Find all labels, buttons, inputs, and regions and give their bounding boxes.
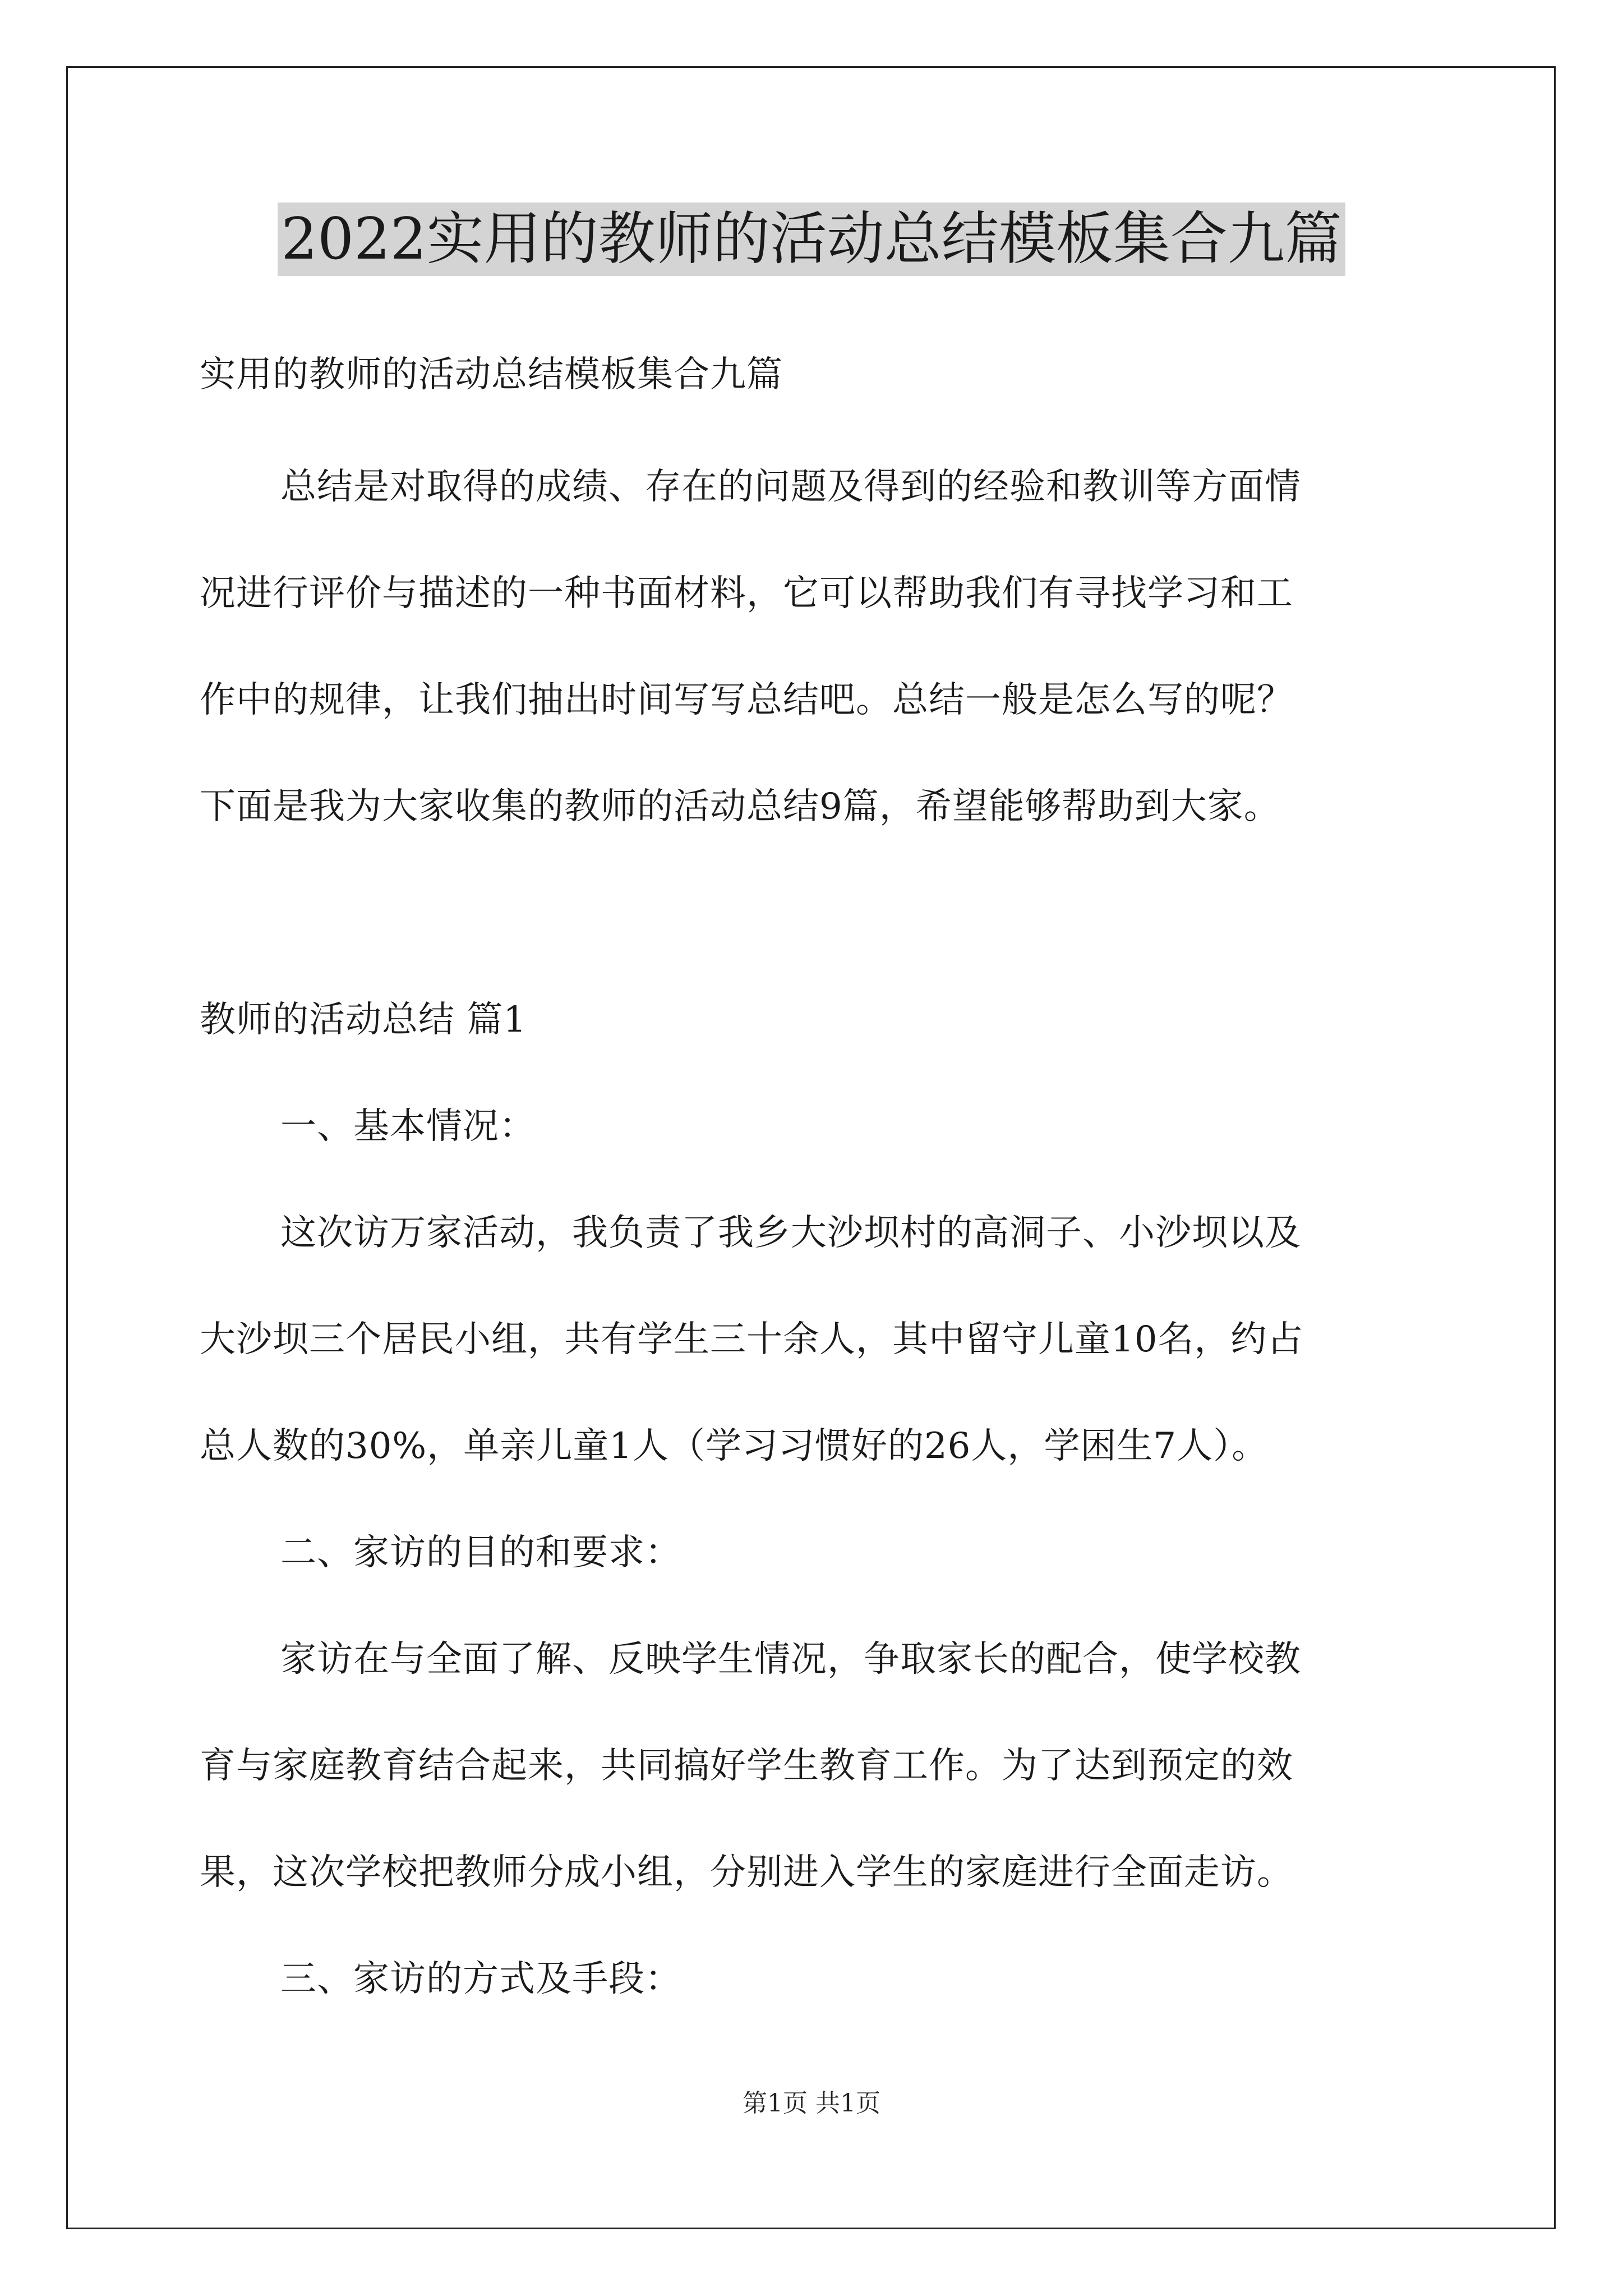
paragraph-line: 这次访万家活动，我负责了我乡大沙坝村的高洞子、小沙坝以及 — [280, 1212, 1301, 1254]
heading-visit-purpose: 二、家访的目的和要求： — [280, 1532, 681, 1573]
page-footer: 第1页 共1页 — [743, 2089, 880, 2118]
document-subtitle: 实用的教师的活动总结模板集合九篇 — [200, 354, 783, 395]
intro-line: 况进行评价与描述的一种书面材料，它可以帮助我们有寻找学习和工 — [200, 573, 1293, 614]
paragraph-line: 果，这次学校把教师分成小组，分别进入学生的家庭进行全面走访。 — [200, 1852, 1293, 1893]
paragraph-line: 家访在与全面了解、反映学生情况，争取家长的配合，使学校教 — [280, 1639, 1301, 1680]
heading-basic-situation: 一、基本情况： — [280, 1106, 536, 1147]
section-heading: 教师的活动总结 篇1 — [200, 999, 527, 1041]
paragraph-line: 总人数的30%，单亲儿童1人（学习习惯好的26人，学困生7人）。 — [200, 1425, 1269, 1467]
heading-visit-methods: 三、家访的方式及手段： — [280, 1958, 681, 2000]
intro-line: 下面是我为大家收集的教师的活动总结9篇，希望能够帮助到大家。 — [200, 786, 1280, 827]
document-title: 2022实用的教师的活动总结模板集合九篇 — [0, 197, 1623, 282]
intro-line: 作中的规律，让我们抽出时间写写总结吧。总结一般是怎么写的呢？ — [200, 679, 1293, 721]
paragraph-line: 大沙坝三个居民小组，共有学生三十余人，其中留守儿童10名，约占 — [200, 1319, 1304, 1360]
paragraph-line: 育与家庭教育结合起来，共同搞好学生教育工作。为了达到预定的效 — [200, 1745, 1293, 1787]
intro-line: 总结是对取得的成绩、存在的问题及得到的经验和教训等方面情 — [280, 466, 1301, 508]
